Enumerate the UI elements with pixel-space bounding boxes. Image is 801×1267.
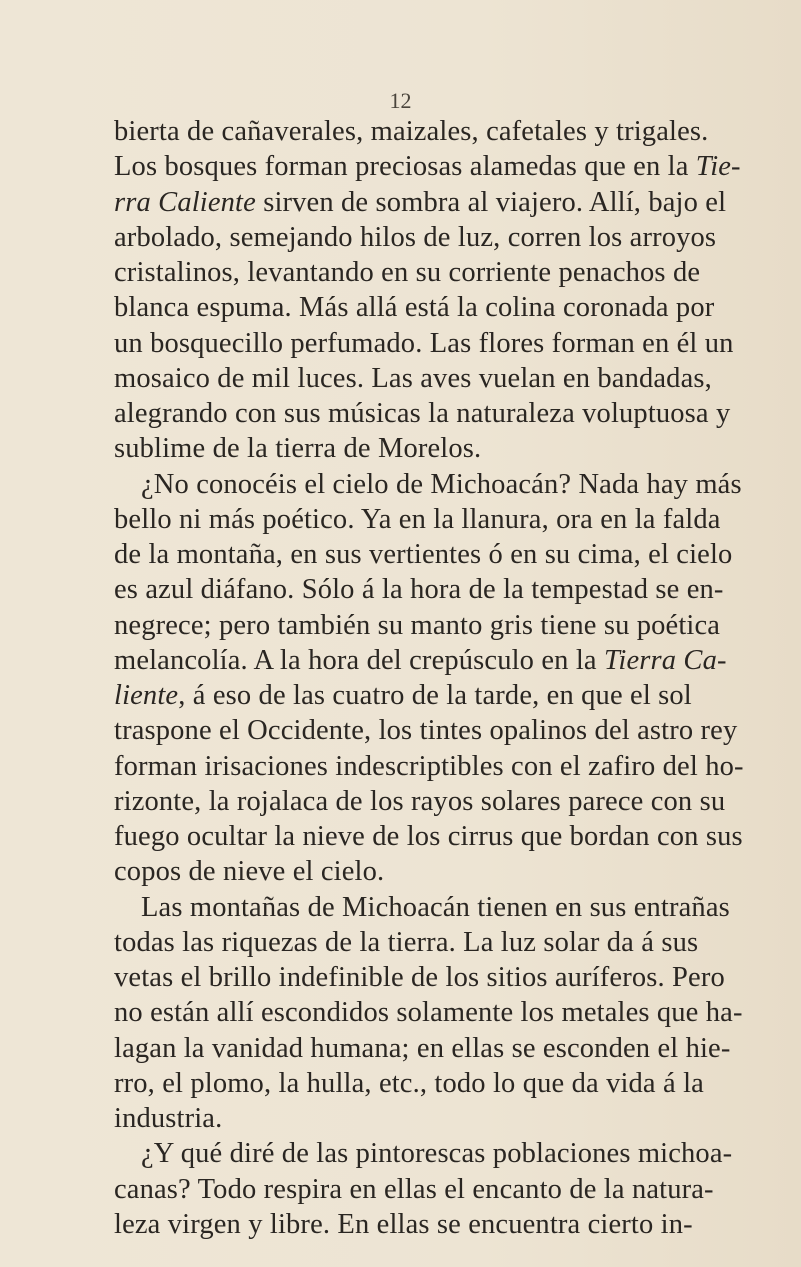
text-segment: copos de nieve el cielo. [114,856,385,888]
text-line [114,854,796,889]
text-segment: no están allí escondidos solamente los metales que ha- [114,997,743,1029]
text-segment: blanca espuma. Más allá está la colina coronada por [114,292,715,324]
text-line [114,1207,796,1242]
text-line [114,890,796,925]
text-segment: de la montaña, en sus vertientes ó en su cima, el cielo [114,539,733,570]
text-segment: sirven de sombra al viajero. Allí, bajo el [255,186,727,218]
text-line [114,572,796,607]
text-segment: arbolado, semejando hilos de luz, corren los arroyos [114,221,717,253]
text-segment: sublime de la tierra de Morelos. [114,433,482,465]
text-segment: traspone el Occidente, los tintes opalinos del astro rey [114,715,738,747]
text-line [114,326,796,361]
text-segment: vetas el brillo indefinible de los sitios auríferos. Pero [114,962,725,993]
italic-text-segment: liente [114,680,179,711]
text-line [114,1136,796,1171]
text-line [114,149,796,184]
text-line [114,1101,796,1136]
text-segment: rro, el plomo, la hulla, etc., todo lo que da vida á la [114,1067,704,1099]
text-segment: todas las riquezas de la tierra. La luz solar da á sus [114,926,699,958]
text-line [114,1066,796,1101]
text-line [114,713,796,748]
text-line [114,643,796,678]
text-line [114,114,796,149]
italic-text-segment: Tierra Ca- [603,644,727,676]
text-line [114,220,796,255]
text-line [114,431,796,466]
text-line [114,185,796,220]
text-line [114,925,796,960]
text-segment: rizonte, la rojalaca de los rayos solares parece con su [114,785,726,817]
text-segment: negrece; pero también su manto gris tiene su poética [114,609,721,641]
text-line [114,995,796,1030]
text-line [114,1031,796,1066]
text-line [114,255,796,290]
text-line [114,502,796,537]
text-segment: Los bosques forman preciosas alamedas que en la [114,151,696,183]
text-line [114,678,796,713]
text-segment: bierta de cañaverales, maizales, cafetales y trigales. [114,116,709,147]
text-line [114,608,796,643]
text-line [114,784,796,819]
text-line [114,819,796,854]
text-segment: ¿No conocéis el cielo de Michoacán? Nada hay más [141,468,742,500]
text-line [114,396,796,431]
text-segment: mosaico de mil luces. Las aves vuelan en bandadas, [114,362,712,394]
text-segment: melancolía. A la hora del crepúsculo en la [114,644,604,676]
text-segment: cristalinos, levantando en su corriente penachos de [114,257,701,288]
text-segment: leza virgen y libre. En ellas se encuentra cierto in- [114,1208,693,1240]
text-line [114,960,796,995]
text-line [114,537,796,572]
page-number: 12 [389,88,412,113]
text-segment: canas? Todo respira en ellas el encanto de la natura- [114,1173,714,1205]
text-segment: industria. [114,1103,223,1134]
text-segment: lagan la vanidad humana; en ellas se esconden el hie- [114,1032,731,1064]
text-line [114,361,796,396]
text-line [114,290,796,325]
text-line [114,1172,796,1207]
italic-text-segment: Tie- [695,151,741,183]
text-line [114,467,796,502]
text-segment: es azul diáfano. Sólo á la hora de la tempestad se en- [114,574,724,606]
text-segment: bello ni más poético. Ya en la llanura, ora en la falda [114,503,721,535]
text-segment: , á eso de las cuatro de la tarde, en que el sol [178,680,692,711]
body-text [114,114,796,1242]
text-line [114,749,796,784]
text-segment: alegrando con sus músicas la naturaleza voluptuosa y [114,398,731,429]
text-segment: fuego ocultar la nieve de los cirrus que bordan con sus [114,821,743,852]
text-segment: forman irisaciones indescriptibles con el zafiro del ho- [114,750,744,782]
text-segment: Las montañas de Michoacán tienen en sus entrañas [141,891,730,923]
text-segment: ¿Y qué diré de las pintorescas poblaciones michoa- [141,1138,733,1170]
text-segment: un bosquecillo perfumado. Las flores forman en él un [114,327,734,359]
italic-text-segment: rra Caliente [114,186,256,218]
